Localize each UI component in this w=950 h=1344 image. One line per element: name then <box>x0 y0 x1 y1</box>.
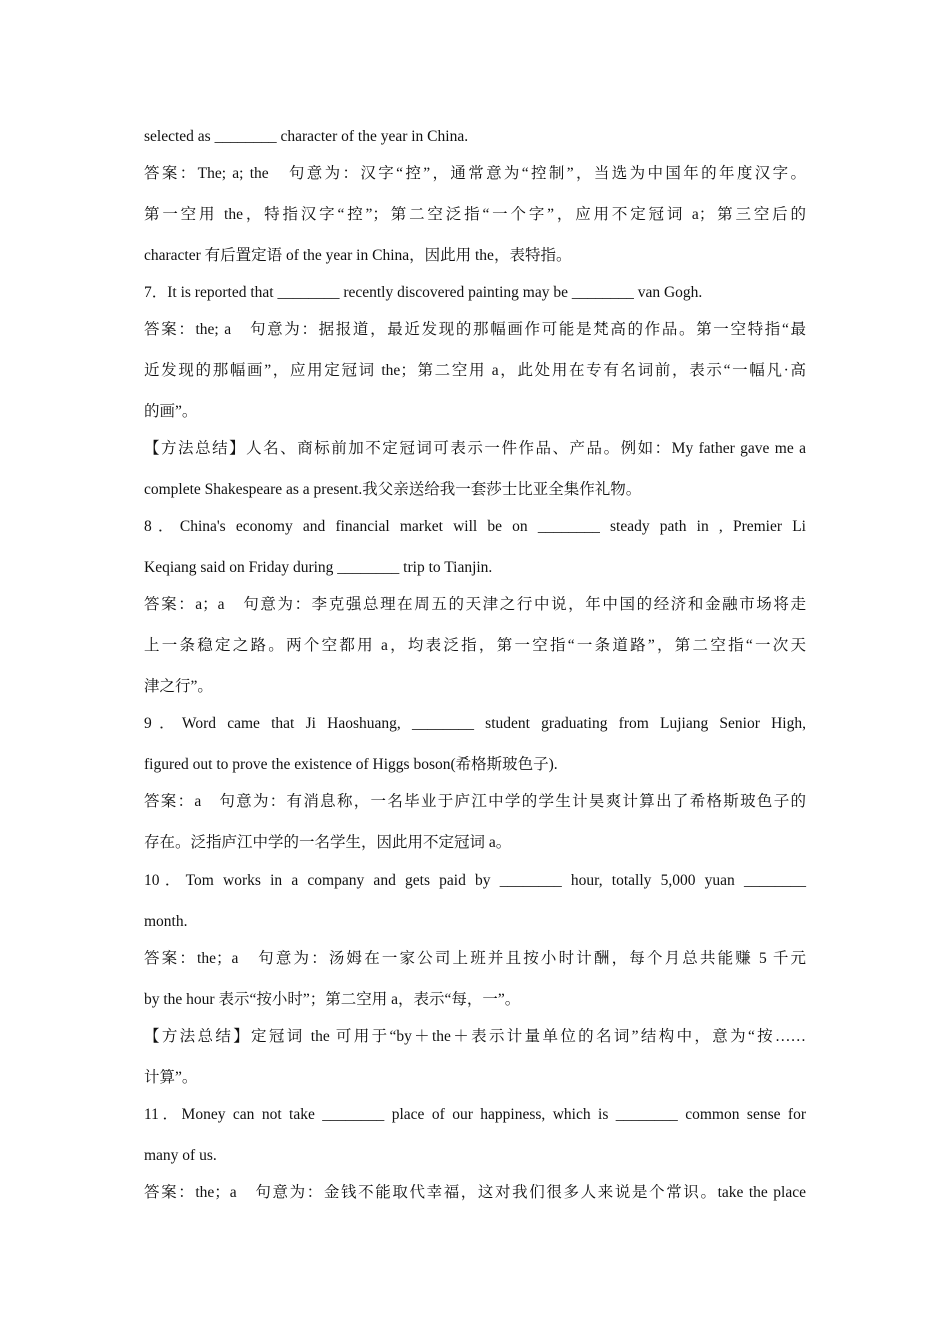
explanation-line: 上一条稳定之路。两个空都用 a，均表泛指，第一空指“一条道路”，第二空指“一次天 <box>144 637 806 654</box>
question-10: 10．Tom works in a company and gets paid by ________ hour, totally 5,000 yuan ________ <box>144 872 806 889</box>
question-9: 9．Word came that Ji Haoshuang, ________ student graduating from Lujiang Senior High, <box>144 715 806 732</box>
explanation-line: 的画”。 <box>144 403 198 420</box>
explanation-line: 存在。泛指庐江中学的一名学生，因此用不定冠词 a。 <box>144 834 512 851</box>
answer-line: 答案：a 句意为：有消息称，一名毕业于庐江中学的学生计昊爽计算出了希格斯玻色子的 <box>144 793 806 810</box>
answer-line: 答案：the; a 句意为：据报道，最近发现的那幅画作可能是梵高的作品。第一空特指“最 <box>144 321 806 338</box>
question-8: Keqiang said on Friday during ________ trip to Tianjin. <box>144 559 493 576</box>
method-summary: 【方法总结】人名、商标前加不定冠词可表示一件作品、产品。例如：My father gave me a <box>144 440 806 457</box>
answer-line: 答案：a；a 句意为：李克强总理在周五的天津之行中说，年中国的经济和金融市场将走 <box>144 596 806 613</box>
explanation-line: character 有后置定语 of the year in China，因此用 the，表特指。 <box>144 247 572 264</box>
method-summary: complete Shakespeare as a present.我父亲送给我一套莎士比亚全集作礼物。 <box>144 481 642 498</box>
method-summary: 计算”。 <box>144 1069 198 1086</box>
answer-line: 答案：the；a 句意为：汤姆在一家公司上班并且按小时计酬，每个月总共能赚 5 千元 <box>144 950 806 967</box>
question-11: many of us. <box>144 1147 217 1164</box>
question-11: 11．Money can not take ________ place of our happiness, which is ________ common sense for <box>144 1106 806 1123</box>
explanation-line: by the hour 表示“按小时”；第二空用 a，表示“每，一”。 <box>144 991 521 1008</box>
question-10: month. <box>144 913 188 930</box>
method-summary: 【方法总结】定冠词 the 可用于“by＋the＋表示计量单位的名词”结构中，意为“按…… <box>144 1028 806 1045</box>
explanation-line: 第一空用 the，特指汉字“控”；第二空泛指“一个字”，应用不定冠词 a；第三空后的 <box>144 206 806 223</box>
answer-line: 答案：The; a; the 句意为：汉字“控”，通常意为“控制”，当选为中国年的年度汉字。 <box>144 165 806 182</box>
answer-line: 答案：the；a 句意为：金钱不能取代幸福，这对我们很多人来说是个常识。take the place <box>144 1184 806 1201</box>
text-line: selected as ________ character of the year in China. <box>144 128 469 145</box>
question-8: 8．China's economy and financial market will be on ________ steady path in , Premier Li <box>144 518 806 535</box>
explanation-line: 近发现的那幅画”，应用定冠词 the；第二空用 a，此处用在专有名词前，表示“一幅凡·高 <box>144 362 806 379</box>
explanation-line: 津之行”。 <box>144 678 213 695</box>
question-9: figured out to prove the existence of Higgs boson(希格斯玻色子). <box>144 756 558 773</box>
question-7: 7．It is reported that ________ recently discovered painting may be ________ van Gogh. <box>144 284 703 301</box>
